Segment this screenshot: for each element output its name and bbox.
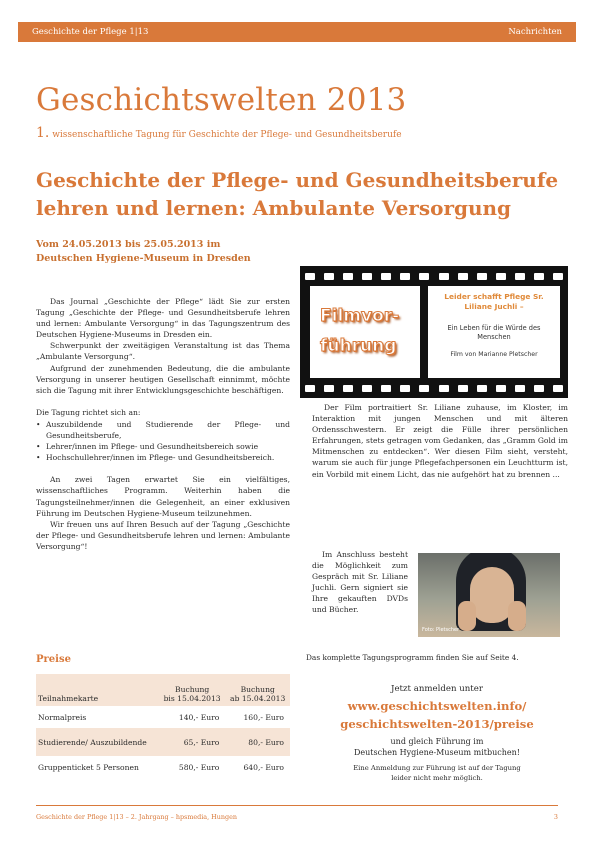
photo-credit: Foto: Pletscher xyxy=(422,627,460,633)
tour-booking-note xyxy=(306,736,568,758)
price-late: 160,- Euro xyxy=(225,706,290,728)
audience-item: • Auszubildende und Studierende der Pflege- und Gesundheitsberufe, xyxy=(36,419,290,441)
tour-disclaimer-line-2: leider nicht mehr möglich. xyxy=(391,773,483,782)
footer-publication: Geschichte der Pflege 1|13 – 2. Jahrgang – hpsmedia, Hungen xyxy=(36,813,237,821)
table-row xyxy=(36,756,290,778)
subtitle-number: 1. xyxy=(36,125,50,141)
col-late-header xyxy=(225,674,290,706)
page-number: 3 xyxy=(553,813,558,821)
subtitle-text: wissenschaftliche Tagung für Geschichte der Pflege- und Gesundheitsberufe xyxy=(49,130,402,140)
registration-link-line-1[interactable]: www.geschichtswelten.info/ xyxy=(347,699,527,713)
focus-paragraph: Schwerpunkt der zweitägigen Veranstaltung ist das Thema „Ambulante Versorgung“. xyxy=(36,341,290,362)
film-strip-graphic xyxy=(300,266,568,398)
film-frame-title xyxy=(310,286,420,378)
event-date-line-2: Deutschen Hygiene-Museum in Dresden xyxy=(36,253,251,264)
page-title: Geschichtswelten 2013 xyxy=(36,82,407,118)
registration-box xyxy=(306,684,568,783)
price-early: 65,- Euro xyxy=(159,728,226,756)
left-column xyxy=(36,296,290,552)
film-tagline: Leider schafft Pflege Sr. Liliane Juchli – xyxy=(444,292,544,311)
price-table xyxy=(36,674,290,778)
program-note: Das komplette Tagungsprogramm finden Sie auf Seite 4. xyxy=(306,653,519,662)
right-column xyxy=(312,402,568,480)
film-screening-word-1: Filmvor- xyxy=(320,306,400,326)
tour-disclaimer xyxy=(306,764,568,783)
registration-link[interactable] xyxy=(306,697,568,733)
table-row xyxy=(36,728,290,756)
audience-intro: Die Tagung richtet sich an: xyxy=(36,407,141,417)
film-frame-info xyxy=(428,286,560,378)
price-late: 640,- Euro xyxy=(225,756,290,778)
col-early-header xyxy=(159,674,226,706)
tour-booking-line-1: und gleich Führung im xyxy=(390,737,484,746)
meet-paragraph-block xyxy=(312,549,408,616)
col-late-header-line-2: ab 15.04.2013 xyxy=(230,694,286,703)
col-early-header-line-1: Buchung xyxy=(174,685,210,694)
page-subtitle xyxy=(36,125,402,141)
event-date xyxy=(36,238,316,266)
table-row xyxy=(36,706,290,728)
tour-disclaimer-line-1: Eine Anmeldung zur Führung ist auf der Tagung xyxy=(353,764,521,772)
portrait-photo xyxy=(418,553,560,637)
history-paragraph: Aufgrund der zunehmenden Bedeutung, die die ambulante Versorgung in unserer heutigen Gesellschaft einnimmt, möchte sich die Tagung mit ihrer Entwicklungsgeschichte beschäftigen. xyxy=(36,363,290,395)
program-paragraph: An zwei Tagen erwartet Sie ein vielfältiges, wissenschaftliches Programm. Weiterhin haben die Tagungsteilnehmer/innen die Gelegenheit, an einer exklusiven Führung im Deutschen Hygiene-Museum teilzunehmen. xyxy=(36,475,290,518)
tour-booking-line-2: Deutschen Hygiene-Museum mitbuchen! xyxy=(353,748,520,757)
col-ticket-header: Teilnahmekarte xyxy=(36,674,159,706)
price-table-header xyxy=(36,674,290,706)
welcome-paragraph: Wir freuen uns auf Ihren Besuch auf der Tagung „Geschichte der Pflege- und Gesundheitsberufe lehren und lernen: Ambulante Versorgung“! xyxy=(36,519,290,551)
price-label: Gruppenticket 5 Personen xyxy=(36,756,159,778)
col-early-header-line-2: bis 15.04.2013 xyxy=(163,694,221,703)
film-perforations-top xyxy=(300,269,568,283)
meet-paragraph: Im Anschluss besteht die Möglichkeit zum Gespräch mit Sr. Liliane Juchli. Gern signiert sie Ihre gekauften DVDs und Bücher. xyxy=(312,550,408,615)
film-screening-label xyxy=(320,301,399,361)
section-name: Nachrichten xyxy=(508,27,562,37)
price-late: 80,- Euro xyxy=(225,728,290,756)
registration-intro: Jetzt anmelden unter xyxy=(391,684,483,694)
prices-heading: Preise xyxy=(36,654,71,665)
header-bar xyxy=(18,22,576,42)
price-label: Normalpreis xyxy=(36,706,159,728)
page-footer xyxy=(36,805,558,821)
film-paragraph: Der Film portraitiert Sr. Liliane zuhause, im Kloster, im Interaktion mit jungen Menschen und mit älteren Ordensschwestern. Er zeigt die Fülle ihrer persönlichen Erfahrungen, stets getragen vom Gedanken, das „Gramm Gold im Mitmenschen zu entdecken“. Wer diesen Film sieht, versteht, warum sie auch für junge Pflegefachpersonen ein Leuchtturm ist, ein Vorbild mit einem Licht, das nie aufgehört hat zu brennen ... xyxy=(312,403,568,479)
audience-item: • Lehrer/innen im Pflege- und Gesundheitsbereich sowie xyxy=(36,441,290,452)
film-screening-word-2: führung xyxy=(320,336,397,356)
price-early: 580,- Euro xyxy=(159,756,226,778)
article-headline: Geschichte der Pflege- und Gesundheitsberufe lehren und lernen: Ambulante Versorgung xyxy=(36,168,559,220)
registration-link-line-2[interactable]: geschichtswelten-2013/preise xyxy=(340,717,534,731)
intro-paragraph: Das Journal „Geschichte der Pflege“ lädt Sie zur ersten Tagung „Geschichte der Pflege- und Gesundheitsberufe lehren und lernen: Ambulante Versorgung“ in das Tagungszentrum des Deutschen Hygiene-Museums in Dresden ein. xyxy=(36,297,290,340)
film-director: Film von Marianne Pletscher xyxy=(450,351,538,358)
price-early: 140,- Euro xyxy=(159,706,226,728)
audience-item: • Hochschullehrer/innen im Pflege- und Gesundheitsbereich. xyxy=(36,452,290,463)
event-date-line-1: Vom 24.05.2013 bis 25.05.2013 im xyxy=(36,239,221,250)
film-perforations-bottom xyxy=(300,381,568,395)
film-description: Ein Leben für die Würde des Menschen xyxy=(447,324,541,341)
col-late-header-line-1: Buchung xyxy=(240,685,275,694)
audience-list xyxy=(36,419,290,463)
journal-name: Geschichte der Pflege 1|13 xyxy=(32,27,149,37)
price-label: Studierende/ Auszubildende xyxy=(36,728,159,756)
